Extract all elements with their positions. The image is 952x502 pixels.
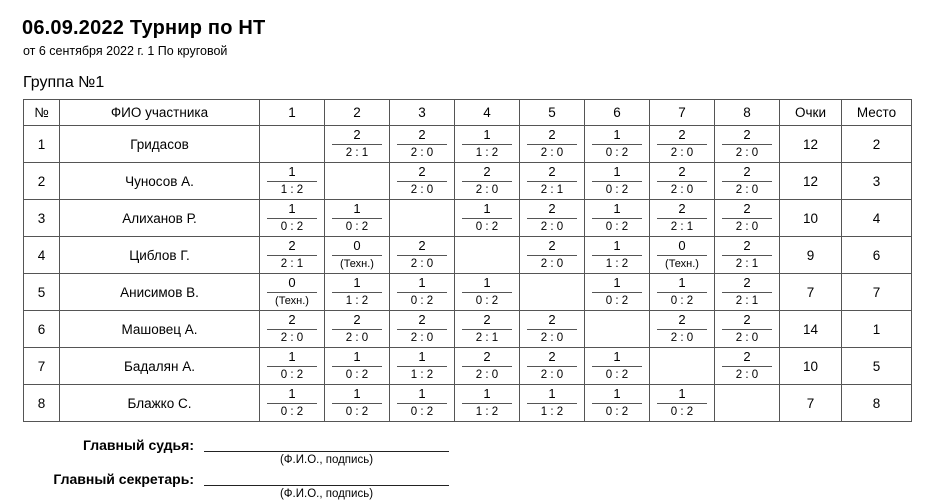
- match-points: 2: [678, 127, 686, 142]
- cell-self-blocked: [585, 311, 650, 348]
- column-header-opponent-6: 6: [585, 100, 650, 126]
- cell-player-name: Блажко С.: [60, 385, 260, 422]
- match-score: 1 : 2: [475, 147, 499, 159]
- cell-match-result[interactable]: [715, 163, 780, 200]
- match-points: 1: [353, 386, 361, 401]
- signature-line: [204, 436, 449, 452]
- match-score: 1 : 2: [410, 369, 434, 381]
- match-points: 2: [418, 312, 426, 327]
- match-points: 1: [483, 201, 491, 216]
- cell-match-result[interactable]: [585, 385, 650, 422]
- cell-self-blocked: [650, 348, 715, 385]
- match-points: 2: [743, 275, 751, 290]
- match-points: 2: [483, 349, 491, 364]
- match-score: 2 : 0: [735, 147, 759, 159]
- match-score: 2 : 0: [670, 147, 694, 159]
- column-header-opponent-4: 4: [455, 100, 520, 126]
- match-points: 2: [418, 164, 426, 179]
- cell-points-total: 12: [780, 126, 842, 163]
- match-points: 1: [613, 275, 621, 290]
- match-points: 1: [678, 386, 686, 401]
- cell-place: 2: [842, 126, 912, 163]
- match-score: 2 : 0: [540, 258, 564, 270]
- column-header-opponent-5: 5: [520, 100, 585, 126]
- match-points: 2: [548, 238, 556, 253]
- match-score: 0 : 2: [345, 406, 369, 418]
- match-score: 0 : 2: [605, 369, 629, 381]
- match-score: 0 : 2: [410, 406, 434, 418]
- cell-match-result[interactable]: [325, 200, 390, 237]
- match-score: 0 : 2: [345, 221, 369, 233]
- cell-player-name: Гридасов: [60, 126, 260, 163]
- cell-match-result[interactable]: [585, 237, 650, 274]
- match-score: 2 : 1: [345, 147, 369, 159]
- cell-match-result[interactable]: [585, 163, 650, 200]
- match-score: 0 : 2: [280, 406, 304, 418]
- cell-points-total: 7: [780, 385, 842, 422]
- cell-match-result[interactable]: [390, 311, 455, 348]
- match-points: 2: [743, 312, 751, 327]
- cell-player-name: Алиханов Р.: [60, 200, 260, 237]
- column-header-opponent-1: 1: [260, 100, 325, 126]
- table-row: [24, 126, 912, 163]
- cell-match-result[interactable]: [650, 274, 715, 311]
- match-score: 0 : 2: [410, 295, 434, 307]
- match-score: 2 : 0: [670, 332, 694, 344]
- cell-points-total: 10: [780, 348, 842, 385]
- match-score: 2 : 1: [540, 184, 564, 196]
- match-points: 1: [353, 201, 361, 216]
- column-header-name: ФИО участника: [60, 100, 260, 126]
- match-points: 1: [613, 164, 621, 179]
- page-title: 06.09.2022 Турнир по НТ: [22, 17, 266, 39]
- match-score: 0 : 2: [345, 369, 369, 381]
- signatures-block: [22, 436, 938, 502]
- match-points: 2: [418, 127, 426, 142]
- cell-self-blocked: [715, 385, 780, 422]
- cell-match-result[interactable]: [260, 274, 325, 311]
- signature-label-chief-judge: Главный судья:: [83, 437, 194, 453]
- cell-player-number: 4: [24, 237, 60, 274]
- match-points: 1: [418, 275, 426, 290]
- match-score: 0 : 2: [280, 369, 304, 381]
- match-score: 1 : 2: [345, 295, 369, 307]
- cell-match-result[interactable]: [520, 311, 585, 348]
- match-points: 0: [288, 275, 296, 290]
- match-points: 1: [288, 164, 296, 179]
- match-points: 1: [288, 201, 296, 216]
- cell-place: 5: [842, 348, 912, 385]
- cell-self-blocked: [260, 126, 325, 163]
- table-row: [24, 385, 912, 422]
- cell-player-name: Анисимов В.: [60, 274, 260, 311]
- cell-self-blocked: [390, 200, 455, 237]
- match-score: 2 : 1: [475, 332, 499, 344]
- match-points: 1: [613, 127, 621, 142]
- signature-caption: (Ф.И.О., подпись): [279, 488, 374, 500]
- column-header-opponent-7: 7: [650, 100, 715, 126]
- match-score: 0 : 2: [475, 295, 499, 307]
- match-score: 2 : 0: [540, 221, 564, 233]
- match-score: 0 : 2: [280, 221, 304, 233]
- cell-player-name: Бадалян А.: [60, 348, 260, 385]
- cell-match-result[interactable]: [260, 311, 325, 348]
- match-points: 1: [678, 275, 686, 290]
- cell-match-result[interactable]: [260, 237, 325, 274]
- cell-match-result[interactable]: [455, 385, 520, 422]
- match-score: 2 : 0: [540, 332, 564, 344]
- match-points: 2: [483, 164, 491, 179]
- cell-match-result[interactable]: [585, 126, 650, 163]
- cell-match-result[interactable]: [260, 348, 325, 385]
- match-score: 2 : 0: [540, 147, 564, 159]
- cell-match-result[interactable]: [390, 163, 455, 200]
- cell-match-result[interactable]: [585, 200, 650, 237]
- match-points: 1: [418, 349, 426, 364]
- cell-match-result[interactable]: [715, 237, 780, 274]
- cell-match-result[interactable]: [585, 274, 650, 311]
- match-points: 2: [483, 312, 491, 327]
- cell-player-name: Циблов Г.: [60, 237, 260, 274]
- cell-match-result[interactable]: [325, 126, 390, 163]
- cell-match-result[interactable]: [390, 348, 455, 385]
- cell-match-result[interactable]: [260, 163, 325, 200]
- column-header-number: №: [24, 100, 60, 126]
- table-header-row: [24, 100, 912, 126]
- match-points: 1: [353, 275, 361, 290]
- cell-match-result[interactable]: [650, 237, 715, 274]
- page-subtitle: от 6 сентября 2022 г. 1 По круговой: [23, 44, 228, 58]
- match-points: 2: [548, 164, 556, 179]
- cell-player-number: 7: [24, 348, 60, 385]
- match-points: 2: [743, 238, 751, 253]
- cell-match-result[interactable]: [520, 385, 585, 422]
- cell-player-name: Чуносов А.: [60, 163, 260, 200]
- match-score: 2 : 0: [735, 221, 759, 233]
- match-score: 0 : 2: [670, 295, 694, 307]
- match-score: 0 : 2: [605, 295, 629, 307]
- match-score: 1 : 2: [280, 184, 304, 196]
- cell-player-number: 2: [24, 163, 60, 200]
- match-points: 1: [353, 349, 361, 364]
- cell-points-total: 9: [780, 237, 842, 274]
- match-score: 2 : 0: [280, 332, 304, 344]
- match-points: 2: [678, 164, 686, 179]
- match-score: 2 : 0: [410, 332, 434, 344]
- cell-match-result[interactable]: [325, 274, 390, 311]
- table-body: [24, 126, 912, 422]
- table-row: [24, 163, 912, 200]
- cell-place: 8: [842, 385, 912, 422]
- match-points: 1: [418, 386, 426, 401]
- cell-match-result[interactable]: [390, 385, 455, 422]
- cell-player-number: 1: [24, 126, 60, 163]
- group-title: Группа №1: [23, 74, 105, 91]
- match-score: (Техн.): [340, 258, 374, 270]
- match-points: 1: [613, 201, 621, 216]
- cell-player-number: 6: [24, 311, 60, 348]
- match-score: 1 : 2: [605, 258, 629, 270]
- match-points: 1: [483, 386, 491, 401]
- cell-match-result[interactable]: [715, 311, 780, 348]
- cell-player-number: 5: [24, 274, 60, 311]
- signature-caption: (Ф.И.О., подпись): [279, 454, 374, 466]
- table-row: [24, 348, 912, 385]
- cell-match-result[interactable]: [650, 385, 715, 422]
- cell-place: 6: [842, 237, 912, 274]
- match-score: 2 : 0: [345, 332, 369, 344]
- match-points: 2: [678, 312, 686, 327]
- match-score: 2 : 1: [280, 258, 304, 270]
- signature-label-chief-secretary: Главный секретарь:: [53, 471, 194, 487]
- cell-match-result[interactable]: [715, 348, 780, 385]
- cell-match-result[interactable]: [455, 348, 520, 385]
- cell-match-result[interactable]: [650, 200, 715, 237]
- match-score: 1 : 2: [540, 406, 564, 418]
- match-points: 2: [548, 127, 556, 142]
- match-score: (Техн.): [665, 258, 699, 270]
- cell-player-number: 8: [24, 385, 60, 422]
- match-score: 2 : 1: [735, 295, 759, 307]
- cell-match-result[interactable]: [455, 163, 520, 200]
- match-points: 1: [483, 127, 491, 142]
- match-score: 2 : 0: [410, 147, 434, 159]
- cell-match-result[interactable]: [585, 348, 650, 385]
- match-score: 2 : 0: [475, 369, 499, 381]
- match-score: 0 : 2: [475, 221, 499, 233]
- match-points: 2: [743, 127, 751, 142]
- signature-line: [204, 470, 449, 486]
- match-points: 1: [613, 238, 621, 253]
- match-score: 0 : 2: [605, 406, 629, 418]
- match-points: 2: [678, 201, 686, 216]
- match-points: 1: [288, 349, 296, 364]
- match-points: 2: [288, 238, 296, 253]
- cell-self-blocked: [325, 163, 390, 200]
- cell-match-result[interactable]: [520, 126, 585, 163]
- match-points: 2: [288, 312, 296, 327]
- match-points: 2: [353, 127, 361, 142]
- cell-match-result[interactable]: [390, 126, 455, 163]
- signature-row-chief-secretary: [22, 470, 938, 502]
- cell-match-result[interactable]: [325, 385, 390, 422]
- match-score: 0 : 2: [605, 221, 629, 233]
- match-points: 2: [548, 201, 556, 216]
- cell-place: 3: [842, 163, 912, 200]
- match-score: 2 : 0: [540, 369, 564, 381]
- match-points: 2: [743, 201, 751, 216]
- match-score: 2 : 0: [410, 258, 434, 270]
- match-score: 2 : 0: [735, 332, 759, 344]
- match-points: 1: [288, 386, 296, 401]
- column-header-opponent-2: 2: [325, 100, 390, 126]
- cell-place: 4: [842, 200, 912, 237]
- match-score: 0 : 2: [605, 147, 629, 159]
- cell-match-result[interactable]: [260, 385, 325, 422]
- cell-match-result[interactable]: [325, 348, 390, 385]
- match-points: 2: [743, 164, 751, 179]
- match-points: 1: [483, 275, 491, 290]
- cell-match-result[interactable]: [455, 311, 520, 348]
- match-score: 2 : 0: [735, 184, 759, 196]
- signature-field-chief-secretary[interactable]: [204, 470, 449, 502]
- cell-place: 7: [842, 274, 912, 311]
- cell-match-result[interactable]: [520, 237, 585, 274]
- cell-match-result[interactable]: [325, 311, 390, 348]
- match-points: 1: [613, 349, 621, 364]
- match-score: 0 : 2: [605, 184, 629, 196]
- column-header-opponent-3: 3: [390, 100, 455, 126]
- cell-match-result[interactable]: [455, 274, 520, 311]
- match-score: 0 : 2: [670, 406, 694, 418]
- cell-match-result[interactable]: [650, 311, 715, 348]
- column-header-points: Очки: [780, 100, 842, 126]
- cell-self-blocked: [455, 237, 520, 274]
- match-points: 1: [548, 386, 556, 401]
- cell-player-name: Машовец А.: [60, 311, 260, 348]
- table-row: [24, 237, 912, 274]
- cell-points-total: 7: [780, 274, 842, 311]
- table-row: [24, 311, 912, 348]
- match-points: 2: [548, 349, 556, 364]
- cell-match-result[interactable]: [390, 274, 455, 311]
- cell-points-total: 14: [780, 311, 842, 348]
- cell-match-result[interactable]: [455, 126, 520, 163]
- match-points: 0: [678, 238, 686, 253]
- cell-match-result[interactable]: [650, 163, 715, 200]
- match-score: 2 : 1: [735, 258, 759, 270]
- column-header-place: Место: [842, 100, 912, 126]
- cell-match-result[interactable]: [650, 126, 715, 163]
- cell-match-result[interactable]: [455, 200, 520, 237]
- cell-match-result[interactable]: [520, 163, 585, 200]
- cell-place: 1: [842, 311, 912, 348]
- cell-match-result[interactable]: [715, 126, 780, 163]
- round-robin-table: [23, 99, 912, 422]
- cell-self-blocked: [520, 274, 585, 311]
- signature-field-chief-judge[interactable]: [204, 436, 449, 468]
- cell-match-result[interactable]: [260, 200, 325, 237]
- cell-points-total: 12: [780, 163, 842, 200]
- match-score: 2 : 0: [735, 369, 759, 381]
- table-row: [24, 274, 912, 311]
- match-points: 1: [613, 386, 621, 401]
- match-points: 2: [548, 312, 556, 327]
- match-score: (Техн.): [275, 295, 309, 307]
- signature-row-chief-judge: [22, 436, 938, 468]
- match-points: 2: [743, 349, 751, 364]
- cell-match-result[interactable]: [715, 274, 780, 311]
- cell-match-result[interactable]: [520, 348, 585, 385]
- cell-match-result[interactable]: [390, 237, 455, 274]
- match-score: 1 : 2: [475, 406, 499, 418]
- cell-match-result[interactable]: [520, 200, 585, 237]
- match-score: 2 : 0: [670, 184, 694, 196]
- table-row: [24, 200, 912, 237]
- match-score: 2 : 0: [410, 184, 434, 196]
- column-header-opponent-8: 8: [715, 100, 780, 126]
- cell-match-result[interactable]: [715, 200, 780, 237]
- match-points: 2: [418, 238, 426, 253]
- cell-points-total: 10: [780, 200, 842, 237]
- match-points: 2: [353, 312, 361, 327]
- cell-match-result[interactable]: [325, 237, 390, 274]
- cell-player-number: 3: [24, 200, 60, 237]
- match-score: 2 : 1: [670, 221, 694, 233]
- match-score: 2 : 0: [475, 184, 499, 196]
- match-points: 0: [353, 238, 361, 253]
